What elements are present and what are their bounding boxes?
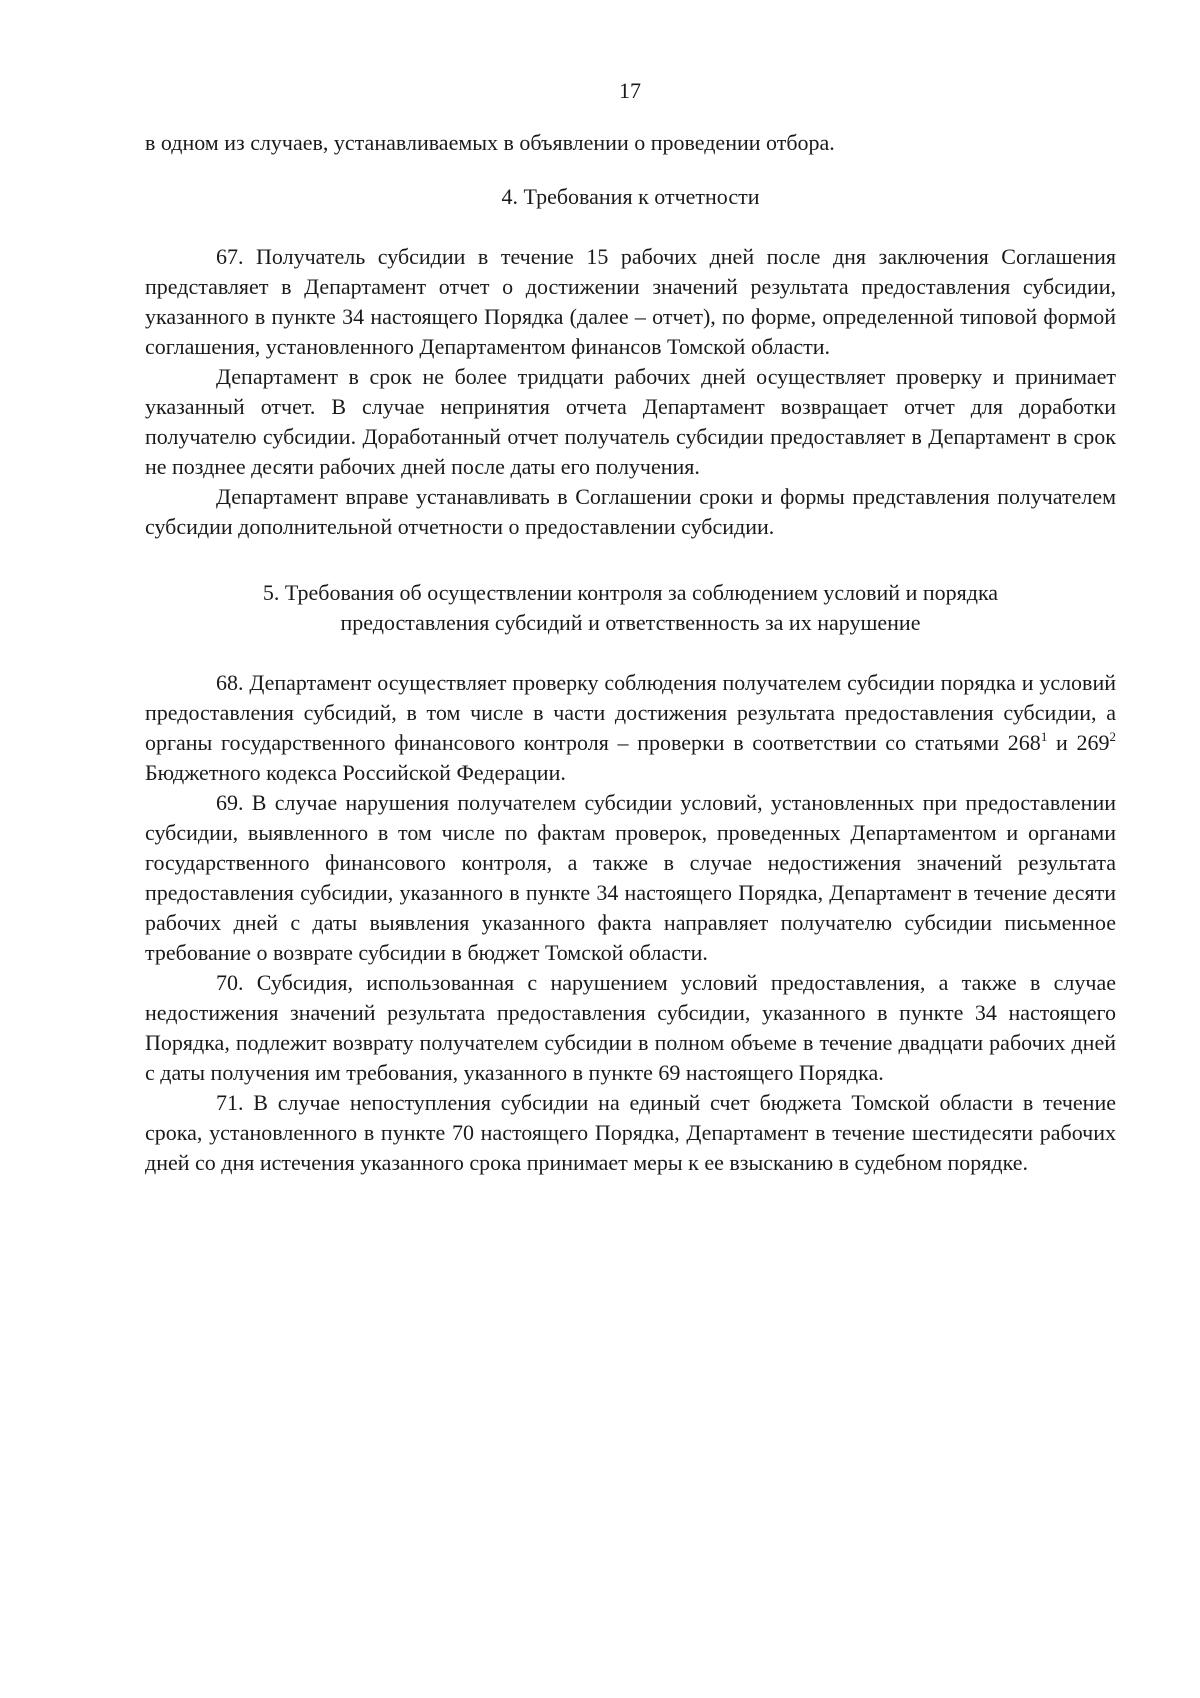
paragraph-67-additional: Департамент вправе устанавливать в Соглашении сроки и формы представления получателем субсидии дополнительной отчетности о предоставлении субсидии.: [145, 484, 1116, 539]
section-5-title: [145, 578, 1116, 638]
paragraph-68-text-after: Бюджетного кодекса Российской Федерации.: [145, 760, 566, 785]
intro-line: в одном из случаев, устанавливаемых в объявлении о проведении отбора.: [145, 130, 835, 155]
paragraph-68: [145, 668, 1116, 788]
paragraph-68-text-middle: и 269: [1047, 730, 1110, 755]
document-body: [145, 128, 1116, 1178]
section-5-title-line-1: 5. Требования об осуществлении контроля за соблюдением условий и порядка: [262, 580, 999, 605]
paragraph-71: 71. В случае непоступления субсидии на единый счет бюджета Томской области в течение срока, установленного в пункте 70 настоящего Порядка, Департамент в течение шестидесяти рабочих дней со дня истечения указанного срока принимает меры к ее взысканию в судебном порядке.: [145, 1090, 1116, 1175]
superscript-2: 2: [1109, 729, 1117, 744]
paragraph-67-review: Департамент в срок не более тридцати рабочих дней осуществляет проверку и принимает указанный отчет. В случае непринятия отчета Департамент возвращает отчет для доработки получателю субсидии. Доработанный отчет получатель субсидии предоставляет в Департамент в срок не позднее десяти рабочих дней после даты его получения.: [145, 364, 1116, 479]
section-5-title-line-2: предоставления субсидий и ответственность за их нарушение: [340, 610, 921, 635]
page-number: 17: [619, 78, 641, 103]
paragraph-70: 70. Субсидия, использованная с нарушением условий предоставления, а также в случае недостижения значений результата предоставления субсидии, указанного в пункте 34 настоящего Порядка, подлежит возврату получателем субсидии в полном объеме в течение двадцати рабочих дней с даты получения им требования, указанного в пункте 69 настоящего Порядка.: [145, 970, 1116, 1085]
paragraph-68-text-before: 68. Департамент осуществляет проверку соблюдения получателем субсидии порядка и условий предоставления субсидий, в том числе в части достижения результата предоставления субсидии, а органы государственного финансового контроля – проверки в соответствии со статьями 268: [145, 670, 1116, 755]
paragraph-69: 69. В случае нарушения получателем субсидии условий, установленных при предоставлении субсидии, выявленного в том числе по фактам проверок, проведенных Департаментом и органами государственного финансового контроля, а также в случае недостижения значений результата предоставления субсидии, указанного в пункте 34 настоящего Порядка, Департамент в течение десяти рабочих дней с даты выявления указанного факта направляет получателю субсидии письменное требование о возврате субсидии в бюджет Томской области.: [145, 790, 1116, 965]
paragraph-67: 67. Получатель субсидии в течение 15 рабочих дней после дня заключения Соглашения представляет в Департамент отчет о достижении значений результата предоставления субсидии, указанного в пункте 34 настоящего Порядка (далее – отчет), по форме, определенной типовой формой соглашения, установленного Департаментом финансов Томской области.: [145, 244, 1116, 359]
superscript-1: 1: [1040, 729, 1048, 744]
section-4-title: 4. Требования к отчетности: [501, 184, 760, 209]
